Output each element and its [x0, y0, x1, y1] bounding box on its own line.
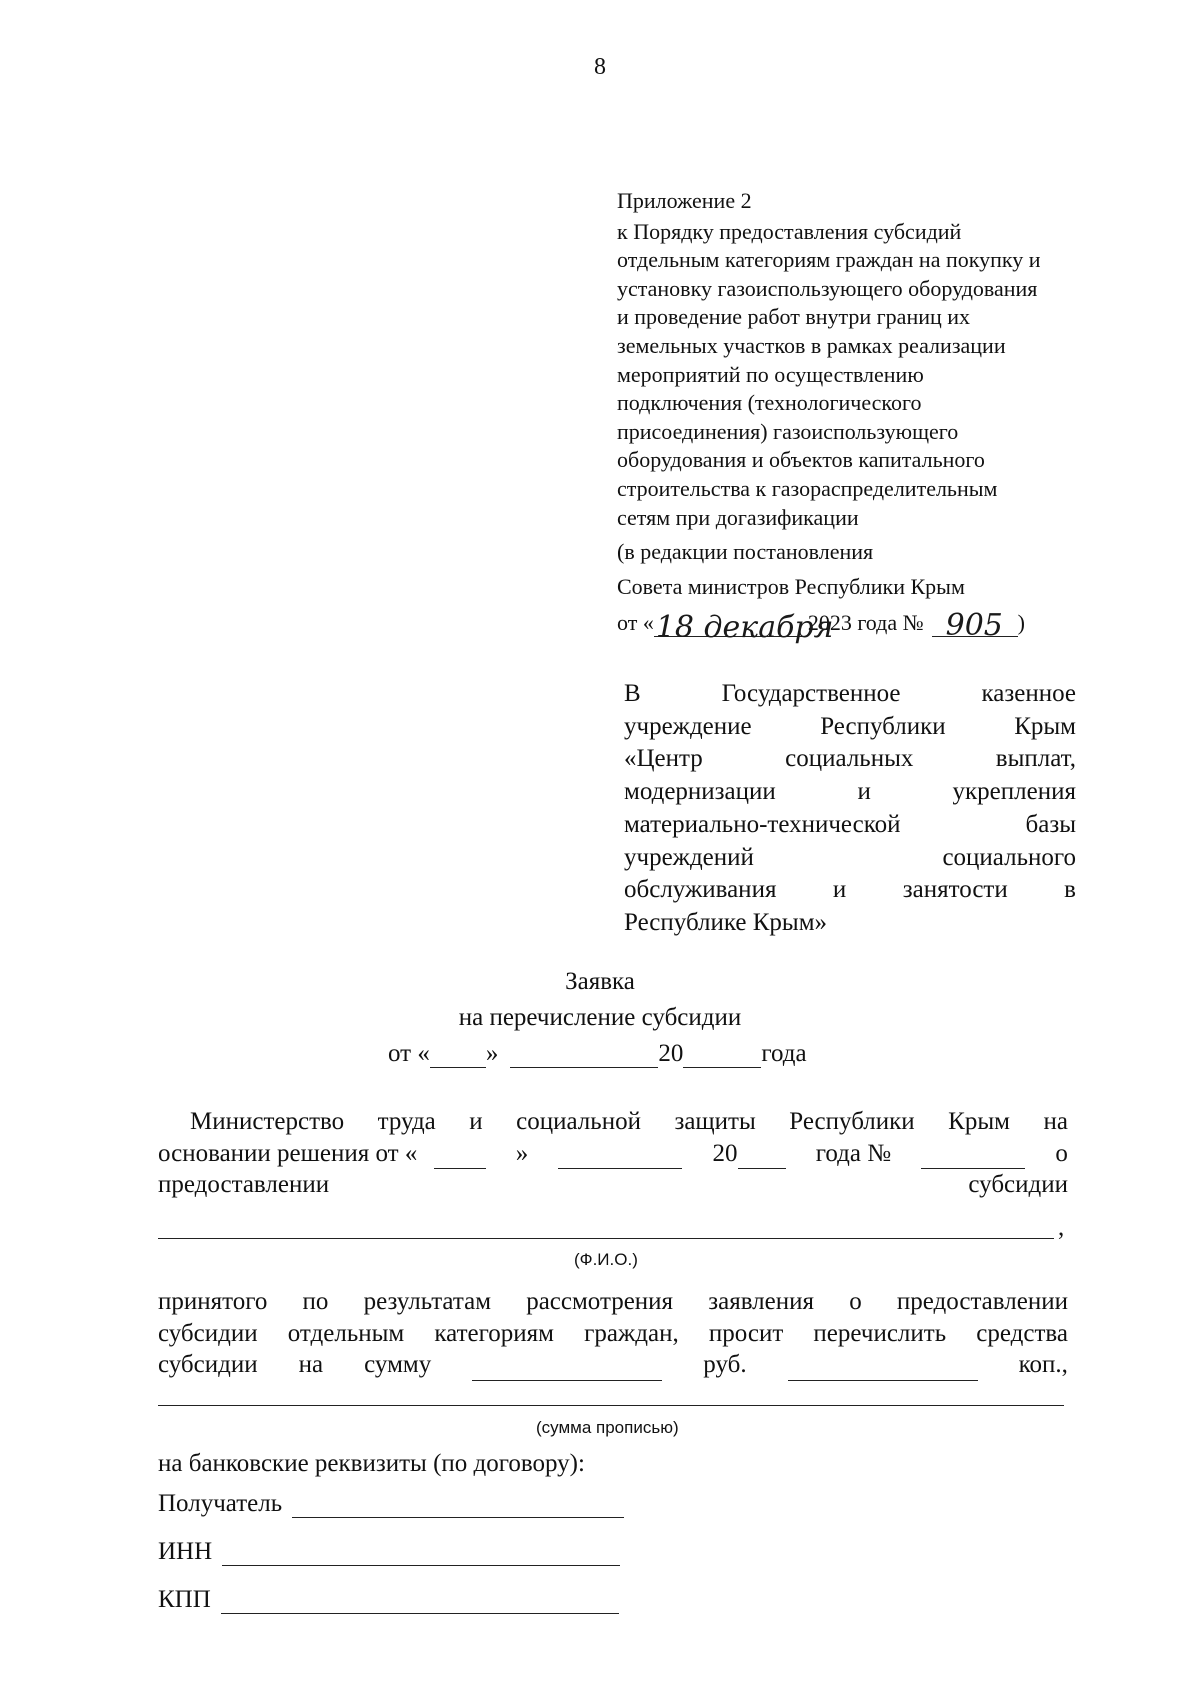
addressee-word: выплат, [995, 745, 1076, 773]
body-word: категориям [434, 1319, 554, 1347]
sum-caption: (сумма прописью) [536, 1418, 679, 1437]
inn-label: ИНН [158, 1538, 213, 1565]
appendix-title: Приложение 2 [617, 188, 752, 213]
body-word: субсидии [158, 1351, 258, 1378]
addressee-word: и [832, 876, 847, 904]
body-word: сумму [364, 1351, 432, 1378]
close-paren: ) [1017, 609, 1025, 635]
addressee-word: занятости [902, 876, 1008, 904]
appendix-header [617, 187, 1097, 645]
body-word: о [849, 1288, 862, 1315]
body-paragraph-2 [158, 1286, 1068, 1381]
request-subtitle: на перечисление субсидии [458, 1004, 742, 1031]
body-line [158, 1286, 1068, 1318]
decision-century: 20 [712, 1139, 738, 1167]
body-word: Министерство [190, 1108, 345, 1135]
addressee-word: социальных [785, 745, 914, 773]
sum-kopecks-field[interactable] [788, 1356, 978, 1381]
body-line [158, 1349, 1068, 1381]
edition-issuer: Совета министров Республики Крым [617, 573, 965, 599]
addressee-row [624, 776, 1076, 809]
body-word: субсидии [968, 1171, 1068, 1198]
body-word: принятого [158, 1288, 268, 1315]
body-line [158, 1318, 1068, 1350]
body-word: заявления [708, 1288, 815, 1315]
body-word: просит [708, 1319, 784, 1347]
body-line [158, 1106, 1068, 1138]
addressee-row [624, 809, 1076, 842]
date-century: 20 [658, 1040, 684, 1067]
appendix-line: оборудования и объектов капитального [617, 447, 985, 473]
rub-label: руб. [703, 1351, 747, 1378]
request-month-field[interactable] [510, 1043, 658, 1068]
fio-comma: , [1058, 1214, 1065, 1241]
addressee-word: Крым [1014, 712, 1076, 740]
addressee-word: в [1064, 876, 1076, 904]
addressee-word: учреждение [624, 712, 752, 740]
addressee-word: укрепления [952, 778, 1076, 806]
addressee-word: учреждений [624, 843, 754, 871]
kpp-label: КПП [158, 1586, 211, 1613]
handwritten-number-field [932, 606, 1018, 643]
body-word: отдельным [287, 1319, 405, 1347]
addressee-word: материально-технической [624, 810, 901, 838]
addressee-row [624, 711, 1076, 744]
body-word: на [1043, 1108, 1068, 1135]
date-quote-close: » [485, 1040, 499, 1067]
recipient-label: Получатель [158, 1490, 283, 1517]
body-word: рассмотрения [526, 1288, 674, 1315]
kop-label: коп., [1018, 1351, 1068, 1378]
addressee-word: обслуживания [624, 876, 777, 904]
fio-caption: (Ф.И.О.) [574, 1250, 638, 1269]
addressee-row [624, 842, 1076, 875]
sum-words-line[interactable] [158, 1405, 1064, 1406]
appendix-line: строительства к газораспределительным [617, 475, 998, 501]
kpp-row [158, 1586, 619, 1614]
recipient-field[interactable] [292, 1493, 624, 1518]
body-line [158, 1138, 1068, 1170]
body-word: результатам [363, 1288, 492, 1315]
addressee-word: казенное [981, 680, 1076, 707]
date-year: 2023 года № [807, 609, 924, 635]
appendix-line: подключения (технологического [617, 390, 922, 416]
bank-details-label: на банковские реквизиты (по договору): [158, 1450, 585, 1477]
addressee-row [624, 907, 1076, 940]
edition-note: (в редакции постановления [617, 539, 874, 565]
inn-row [158, 1538, 620, 1566]
kpp-field[interactable] [221, 1589, 619, 1614]
body-word: на [298, 1351, 324, 1378]
body-word: труда [377, 1108, 436, 1135]
recipient-row [158, 1490, 624, 1518]
appendix-line: и проведение работ внутри границ их [617, 304, 971, 330]
body-word: и [469, 1108, 483, 1135]
addressee-row [624, 678, 1076, 711]
appendix-line: мероприятий по осуществлению [617, 361, 924, 387]
addressee-word: Государственное [721, 680, 901, 707]
body-word: средства [976, 1319, 1068, 1347]
appendix-line: земельных участков в рамках реализации [617, 332, 1006, 358]
body-word: защиты [674, 1108, 756, 1135]
request-date-line [388, 1040, 807, 1068]
body-word: по [302, 1288, 329, 1315]
decision-year-group [713, 1138, 786, 1170]
body-line [158, 1169, 1068, 1201]
body-word: субсидии [158, 1319, 258, 1347]
decision-number-field[interactable] [921, 1144, 1025, 1169]
body-word: Крым [948, 1108, 1010, 1135]
addressee-word: В [624, 680, 641, 707]
request-title: Заявка [565, 968, 635, 995]
decision-number-label: года № [815, 1139, 892, 1167]
date-from-label: от « [388, 1040, 430, 1067]
edition-date-line [617, 603, 1097, 645]
addressee-word: «Центр [624, 745, 703, 773]
decision-year-field[interactable] [738, 1144, 786, 1169]
body-word: Республики [789, 1108, 915, 1135]
body-word: предоставлении [896, 1288, 1068, 1315]
appendix-line: сетям при догазификации [617, 504, 859, 530]
request-day-field[interactable] [430, 1043, 486, 1068]
body-word: о [1055, 1139, 1068, 1167]
addressee-word: базы [1025, 810, 1076, 838]
decision-quote-close: » [515, 1139, 529, 1167]
date-prefix: от « [617, 609, 654, 635]
decision-day-field[interactable] [434, 1144, 486, 1169]
decision-date-label: основании решения от « [158, 1139, 418, 1167]
request-year-field[interactable] [683, 1043, 761, 1068]
addressee-word: и [857, 778, 871, 806]
handwritten-date-field [654, 606, 834, 645]
body-word: социальной [516, 1108, 641, 1135]
appendix-line: отдельным категориям граждан на покупку и [617, 247, 1041, 273]
body-word: граждан, [584, 1319, 679, 1347]
inn-field[interactable] [222, 1541, 620, 1566]
appendix-line: к Порядку предоставления субсидий [617, 218, 962, 244]
addressee-word: социального [942, 843, 1076, 871]
body-word: перечислить [813, 1319, 947, 1347]
page-number: 8 [594, 54, 606, 80]
addressee-word: Республике Крым» [624, 908, 828, 936]
appendix-line: установку газоиспользующего оборудования [617, 275, 1038, 301]
handwritten-date: 18 декабря [655, 609, 834, 645]
addressee-block [624, 678, 1076, 940]
body-word: предоставлении [158, 1171, 330, 1198]
date-year-word: года [761, 1040, 807, 1067]
fio-line[interactable] [158, 1238, 1054, 1239]
addressee-word: модернизации [624, 778, 776, 806]
body-paragraph-1 [158, 1106, 1068, 1201]
handwritten-number: 905 [945, 607, 1003, 643]
addressee-row [624, 874, 1076, 907]
decision-month-field[interactable] [558, 1144, 682, 1169]
addressee-row [624, 743, 1076, 776]
addressee-word: Республики [820, 712, 946, 740]
appendix-line: присоединения) газоиспользующего [617, 418, 959, 444]
sum-rubles-field[interactable] [472, 1356, 662, 1381]
